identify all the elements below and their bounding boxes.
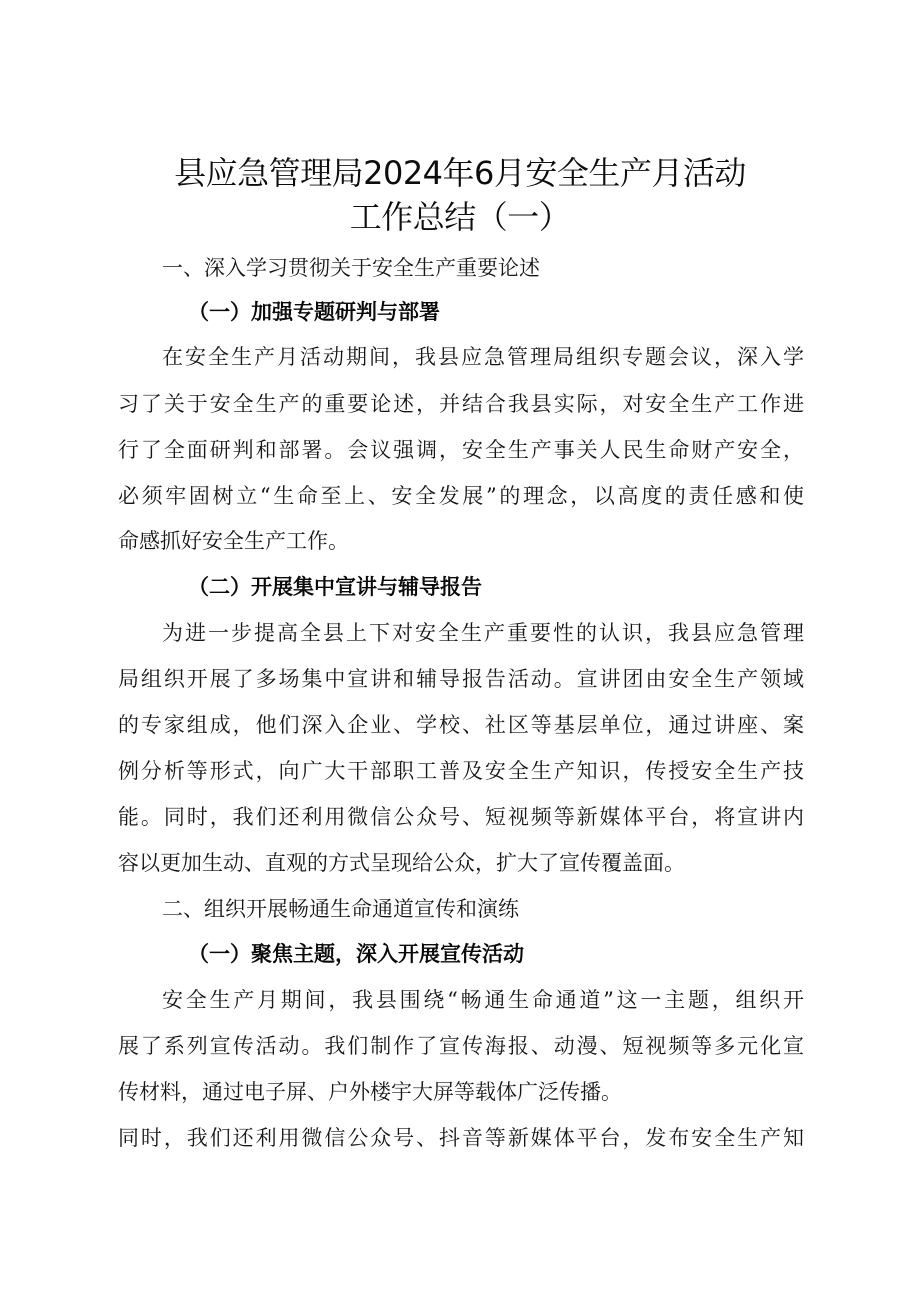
paragraph-line: 同时，我们还利用微信公众号、抖音等新媒体平台，发布安全生产知 — [118, 1126, 804, 1150]
paragraph-line: 的专家组成，他们深入企业、学校、社区等基层单位，通过讲座、案 — [118, 713, 804, 737]
section-1-heading: 一、深入学习贯彻关于安全生产重要论述 — [162, 256, 540, 280]
paragraph-line: 展了系列宣传活动。我们制作了宣传海报、动漫、短视频等多元化宣 — [118, 1034, 804, 1058]
paragraph-line: 行了全面研判和部署。会议强调，安全生产事关人民生命财产安全， — [118, 438, 804, 462]
paragraph-line: 习了关于安全生产的重要论述，并结合我县实际，对安全生产工作进 — [118, 392, 804, 416]
paragraph-line: 例分析等形式，向广大干部职工普及安全生产知识，传授安全生产技 — [118, 759, 804, 783]
paragraph-line: 容以更加生动、直观的方式呈现给公众，扩大了宣传覆盖面。 — [118, 851, 685, 875]
paragraph-line: 必须牢固树立“生命至上、安全发展”的理念，以高度的责任感和使 — [118, 484, 804, 508]
paragraph-line: 为进一步提高全县上下对安全生产重要性的认识，我县应急管理 — [162, 621, 804, 645]
document-title-line-2: 工作总结（一） — [349, 198, 571, 236]
paragraph-line: 传材料，通过电子屏、户外楼宇大屏等载体广泛传播。 — [118, 1080, 622, 1104]
paragraph-line: 命感抓好安全生产工作。 — [118, 529, 349, 553]
paragraph-line: 在安全生产月活动期间，我县应急管理局组织专题会议，深入学 — [162, 345, 804, 369]
paragraph-line: 局组织开展了多场集中宣讲和辅导报告活动。宣讲团由安全生产领域 — [118, 667, 804, 691]
paragraph-line: 安全生产月期间，我县围绕“畅通生命通道”这一主题，组织开 — [162, 988, 804, 1012]
section-2-heading: 二、组织开展畅通生命通道宣传和演练 — [162, 897, 519, 921]
document-title-line-1: 县应急管理局2024年6月安全生产月活动 — [174, 154, 746, 192]
paragraph-line: 能。同时，我们还利用微信公众号、短视频等新媒体平台，将宣讲内 — [118, 805, 804, 829]
section-1-sub-2-heading: （二）开展集中宣讲与辅导报告 — [188, 574, 482, 599]
section-2-sub-1-heading: （一）聚焦主题，深入开展宣传活动 — [188, 941, 524, 966]
section-1-sub-1-heading: （一）加强专题研判与部署 — [188, 299, 440, 324]
